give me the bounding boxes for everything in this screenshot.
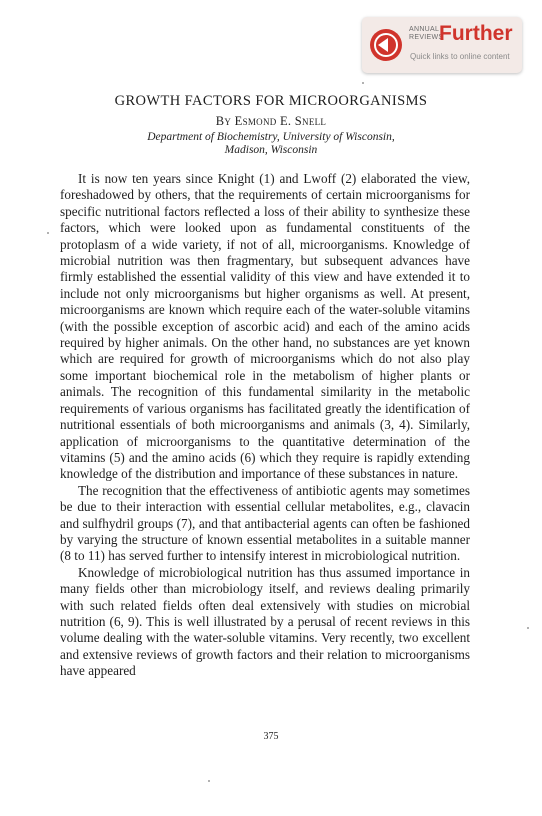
scan-speck xyxy=(527,627,529,629)
article-title: GROWTH FACTORS FOR MICROORGANISMS xyxy=(114,93,428,109)
page-number: 375 xyxy=(263,731,279,742)
affiliation-line-1: Department of Biochemistry, University of Wisconsin, xyxy=(147,131,395,143)
author-affiliation xyxy=(0,131,542,157)
quick-links-label: Quick links to online content xyxy=(410,52,510,61)
play-icon xyxy=(370,29,402,61)
article-body xyxy=(60,171,470,680)
author-byline: By Esmond E. Snell xyxy=(215,114,327,128)
further-badge[interactable] xyxy=(362,17,522,73)
paragraph-3: Knowledge of microbiological nutrition has thus assumed importance in many fields other than microbiology itself, and reviews dealing primarily with such related fields often deal extensively with studies on microbial nutrition (6, 9). This is well illustrated by a perusal of recent reviews in this volume dealing with the water-soluble vitamins. Very recently, two excellent and extensive reviews of growth factors and their relation to microorganisms have appeared xyxy=(60,564,470,679)
scan-speck xyxy=(208,780,210,782)
further-label: Further xyxy=(439,22,513,45)
annual-label: ANNUAL xyxy=(409,26,440,33)
scan-speck xyxy=(362,82,364,84)
paragraph-1: It is now ten years since Knight (1) and Lwoff (2) elaborated the view, foreshadowed by others, that the requirements of certain microorganisms for specific nutritional factors reflected a loss of their ability to synthesize these factors, which were looked upon as fundamental constituents of the protoplasm of a wide variety, if not of all, microorganisms. Knowledge of microbial nutrition was then fragmentary, but subsequent advances have firmly established the essential validity of this view and have extended it to include not only microorganisms but higher organisms as well. At present, microorganisms are known which require each of the water-soluble vitamins (with the possible exception of ascorbic acid) and each of the amino acids required by higher animals. On the other hand, no substances are yet known which are required for growth of microorganisms which do not also play some important biochemical role in the metabolism of higher plants or animals. The recognition of this fundamental similarity in the metabolic requirements of various organisms has facilitated greatly the identification of nutritional essentials of both microorganisms and animals (3, 4). Similarly, application of microorganisms to the quantitative determination of the vitamins (5) and the amino acids (6) which they require is rapidly extending knowledge of the distribution and importance of these substances in nature. xyxy=(60,171,470,482)
scan-speck xyxy=(47,232,49,234)
affiliation-line-2: Madison, Wisconsin xyxy=(224,144,318,156)
paragraph-2: The recognition that the effectiveness of antibiotic agents may sometimes be due to their interaction with essential cellular metabolites, e.g., clavacin and sulfhydril groups (7), and that antibacterial agents can often be fashioned by varying the structure of known essential metabolites in a suitable manner (8 to 11) has served further to intensify interest in microbiological nutrition. xyxy=(60,482,470,564)
reviews-label: REVIEWS xyxy=(409,34,444,41)
